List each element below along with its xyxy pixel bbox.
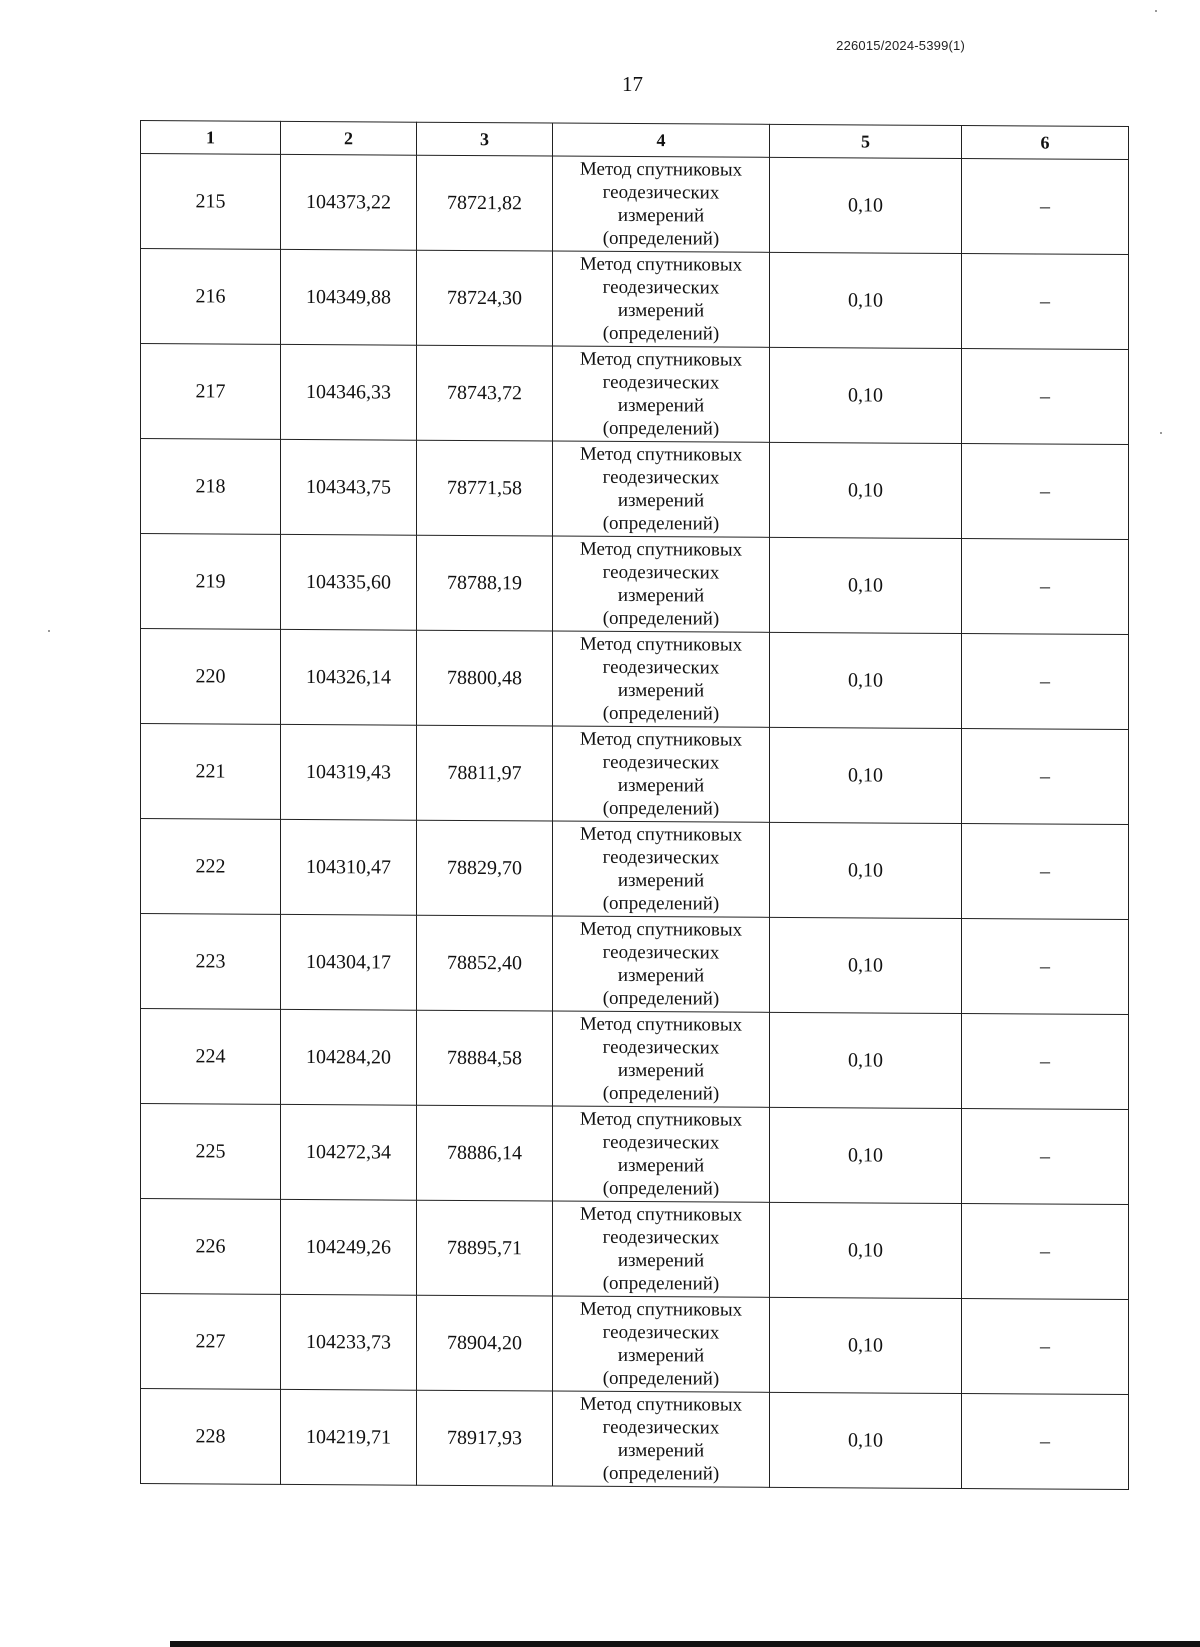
accuracy-cell: 0,10 [770,347,962,443]
x-coordinate-cell: 104233,73 [281,1294,417,1390]
method-text-line: Метод спутниковых [579,1298,743,1321]
column-header-5: 5 [770,124,962,158]
column-header-1: 1 [141,121,281,155]
point-number-cell: 215 [141,154,281,250]
table-row [141,724,1129,825]
table-row [141,1389,1129,1490]
page-number: 17 [622,72,643,96]
table-row [141,1009,1129,1110]
method-cell [553,1201,770,1297]
table-row [141,154,1129,255]
method-text-line: геодезических [602,466,720,489]
x-coordinate-cell: 104346,33 [281,344,417,440]
y-coordinate-cell: 78724,30 [417,250,553,346]
method-text-line: геодезических [602,561,720,584]
description-cell: – [962,729,1129,825]
method-text-line: измерений [617,679,705,702]
x-coordinate-cell: 104335,60 [281,534,417,630]
method-text-line: Метод спутниковых [579,728,743,751]
point-number-cell: 222 [141,819,281,915]
method-text-line: (определений) [602,1462,720,1485]
point-number-cell: 220 [141,629,281,725]
method-text-line: Метод спутниковых [579,158,743,181]
method-text-line: (определений) [602,702,720,725]
method-text-line: измерений [617,1249,705,1272]
point-number-cell: 221 [141,724,281,820]
method-cell [553,1296,770,1392]
y-coordinate-cell: 78917,93 [417,1390,553,1486]
table-row [141,439,1129,540]
x-coordinate-cell: 104219,71 [281,1389,417,1485]
y-coordinate-cell: 78886,14 [417,1105,553,1201]
y-coordinate-cell: 78788,19 [417,535,553,631]
method-text-line: Метод спутниковых [579,1393,743,1416]
point-number-cell: 218 [141,439,281,535]
point-number-cell: 227 [141,1294,281,1390]
x-coordinate-cell: 104326,14 [281,629,417,725]
table-body [141,154,1129,1490]
method-text-line: Метод спутниковых [579,1108,743,1131]
accuracy-cell: 0,10 [770,917,962,1013]
method-text-line: геодезических [602,1131,720,1154]
method-text-line: измерений [617,964,705,987]
accuracy-cell: 0,10 [770,1392,962,1488]
x-coordinate-cell: 104373,22 [281,154,417,250]
column-header-6: 6 [962,126,1129,160]
method-cell [553,1391,770,1487]
method-text-line: геодезических [602,846,720,869]
method-text-line: (определений) [602,797,720,820]
x-coordinate-cell: 104284,20 [281,1009,417,1105]
method-text-line: (определений) [602,987,720,1010]
x-coordinate-cell: 104249,26 [281,1199,417,1295]
y-coordinate-cell: 78829,70 [417,820,553,916]
x-coordinate-cell: 104272,34 [281,1104,417,1200]
table-row [141,534,1129,635]
description-cell: – [962,1299,1129,1395]
table-row [141,344,1129,445]
accuracy-cell: 0,10 [770,1202,962,1298]
accuracy-cell: 0,10 [770,1107,962,1203]
y-coordinate-cell: 78904,20 [417,1295,553,1391]
x-coordinate-cell: 104349,88 [281,249,417,345]
table-row [141,914,1129,1015]
method-cell [553,1106,770,1202]
method-text-line: геодезических [602,1321,720,1344]
method-text-line: (определений) [602,417,720,440]
description-cell: – [962,634,1129,730]
scan-bottom-edge [170,1641,1200,1647]
method-cell [553,441,770,537]
method-cell [553,156,770,252]
point-number-cell: 216 [141,249,281,345]
method-text-line: (определений) [602,892,720,915]
method-text-line: геодезических [602,181,720,204]
table-row [141,1199,1129,1300]
accuracy-cell: 0,10 [770,252,962,348]
method-text-line: (определений) [602,512,720,535]
scan-speck [48,630,50,632]
coordinates-table-container [140,120,1128,1484]
point-number-cell: 219 [141,534,281,630]
y-coordinate-cell: 78743,72 [417,345,553,441]
y-coordinate-cell: 78895,71 [417,1200,553,1296]
method-text-line: измерений [617,1439,705,1462]
method-text-line: геодезических [602,1036,720,1059]
method-text-line: (определений) [602,1177,720,1200]
method-text-line: измерений [617,869,705,892]
description-cell: – [962,919,1129,1015]
point-number-cell: 223 [141,914,281,1010]
method-text-line: (определений) [602,322,720,345]
method-text-line: измерений [617,1154,705,1177]
method-text-line: Метод спутниковых [579,348,743,371]
method-text-line: геодезических [602,751,720,774]
x-coordinate-cell: 104319,43 [281,724,417,820]
point-number-cell: 224 [141,1009,281,1105]
description-cell: – [962,539,1129,635]
document-id: 226015/2024-5399(1) [836,38,965,53]
method-cell [553,631,770,727]
method-text-line: геодезических [602,1226,720,1249]
method-text-line: Метод спутниковых [579,538,743,561]
point-number-cell: 225 [141,1104,281,1200]
method-cell [553,916,770,1012]
method-cell [553,536,770,632]
method-cell [553,346,770,442]
method-text-line: геодезических [602,656,720,679]
table-row [141,819,1129,920]
method-text-line: геодезических [602,941,720,964]
table-row [141,1104,1129,1205]
description-cell: – [962,349,1129,445]
method-text-line: Метод спутниковых [579,1203,743,1226]
method-cell [553,821,770,917]
method-text-line: Метод спутниковых [579,443,743,466]
table-row [141,249,1129,350]
table-row [141,1294,1129,1395]
accuracy-cell: 0,10 [770,1297,962,1393]
method-text-line: (определений) [602,1367,720,1390]
method-text-line: Метод спутниковых [579,253,743,276]
column-header-2: 2 [281,121,417,155]
accuracy-cell: 0,10 [770,442,962,538]
y-coordinate-cell: 78852,40 [417,915,553,1011]
point-number-cell: 228 [141,1389,281,1485]
method-cell [553,1011,770,1107]
method-text-line: Метод спутниковых [579,633,743,656]
accuracy-cell: 0,10 [770,1012,962,1108]
description-cell: – [962,444,1129,540]
method-text-line: Метод спутниковых [579,1013,743,1036]
accuracy-cell: 0,10 [770,632,962,728]
method-text-line: геодезических [602,276,720,299]
y-coordinate-cell: 78721,82 [417,155,553,251]
method-text-line: Метод спутниковых [579,823,743,846]
y-coordinate-cell: 78884,58 [417,1010,553,1106]
description-cell: – [962,1204,1129,1300]
method-cell [553,251,770,347]
accuracy-cell: 0,10 [770,157,962,253]
method-cell [553,726,770,822]
method-text-line: геодезических [602,1416,720,1439]
method-text-line: измерений [617,489,705,512]
column-header-4: 4 [553,123,770,157]
method-text-line: (определений) [602,607,720,630]
method-text-line: (определений) [602,227,720,250]
method-text-line: (определений) [602,1272,720,1295]
method-text-line: измерений [617,299,705,322]
accuracy-cell: 0,10 [770,537,962,633]
accuracy-cell: 0,10 [770,727,962,823]
description-cell: – [962,254,1129,350]
description-cell: – [962,1109,1129,1205]
method-text-line: измерений [617,204,705,227]
y-coordinate-cell: 78771,58 [417,440,553,536]
x-coordinate-cell: 104343,75 [281,439,417,535]
accuracy-cell: 0,10 [770,822,962,918]
description-cell: – [962,1014,1129,1110]
description-cell: – [962,824,1129,920]
scan-speck [1155,10,1157,12]
y-coordinate-cell: 78800,48 [417,630,553,726]
scan-speck [1160,432,1162,434]
x-coordinate-cell: 104310,47 [281,819,417,915]
method-text-line: измерений [617,1344,705,1367]
table-row [141,629,1129,730]
method-text-line: геодезических [602,371,720,394]
description-cell: – [962,1394,1129,1490]
method-text-line: Метод спутниковых [579,918,743,941]
method-text-line: измерений [617,774,705,797]
method-text-line: (определений) [602,1082,720,1105]
x-coordinate-cell: 104304,17 [281,914,417,1010]
point-number-cell: 217 [141,344,281,440]
method-text-line: измерений [617,394,705,417]
point-number-cell: 226 [141,1199,281,1295]
method-text-line: измерений [617,1059,705,1082]
column-header-3: 3 [417,122,553,156]
description-cell: – [962,159,1129,255]
y-coordinate-cell: 78811,97 [417,725,553,821]
method-text-line: измерений [617,584,705,607]
coordinates-table [140,120,1129,1490]
